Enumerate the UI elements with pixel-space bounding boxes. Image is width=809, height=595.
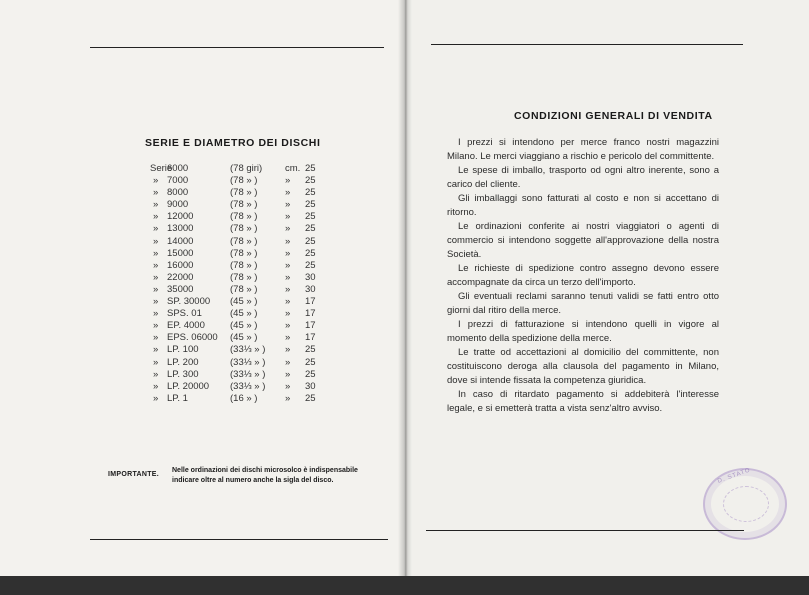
bottom-rule xyxy=(426,530,744,531)
series-code: EPS. 06000 xyxy=(167,332,218,344)
condition-paragraph: I prezzi si intendono per merce franco nostri magazzini Milano. Le merci viaggiano a rischio e pericolo del committente. xyxy=(447,137,719,162)
size-unit: » xyxy=(285,223,291,235)
diameter-cm: 25 xyxy=(305,211,316,223)
series-code: 16000 xyxy=(167,259,194,271)
scan-background xyxy=(0,576,809,595)
series-prefix: » xyxy=(153,187,159,199)
speed-rpm: (33⅓ » ) xyxy=(230,344,266,356)
series-prefix: » xyxy=(153,308,159,320)
speed-rpm: (45 » ) xyxy=(230,320,258,332)
size-unit: » xyxy=(285,247,291,259)
series-code: 35000 xyxy=(167,283,194,295)
series-code: 8000 xyxy=(167,187,189,199)
condition-paragraph: Le spese di imballo, trasporto od ogni altro inerente, sono a carico del cliente. xyxy=(447,165,719,190)
size-unit: » xyxy=(285,368,291,380)
series-code: 22000 xyxy=(167,271,194,283)
condition-paragraph: I prezzi di fatturazione si intendono quelli in vigore al momento della spedizione della merce. xyxy=(447,319,719,344)
speed-rpm: (78 » ) xyxy=(230,175,258,187)
size-unit: » xyxy=(285,296,291,308)
diameter-cm: 25 xyxy=(305,392,316,404)
speed-rpm: (78 » ) xyxy=(230,235,258,247)
series-prefix: Serie xyxy=(150,163,173,174)
diameter-cm: 17 xyxy=(305,296,316,308)
size-unit: » xyxy=(285,392,291,404)
condition-paragraph: Gli imballaggi sono fatturati al costo e non si accettano di ritorno. xyxy=(447,193,719,218)
series-prefix: » xyxy=(153,199,159,211)
series-prefix: » xyxy=(153,332,159,344)
series-code: SPS. 01 xyxy=(167,308,202,320)
speed-rpm: (45 » ) xyxy=(230,296,258,308)
diameter-cm: 25 xyxy=(305,175,316,187)
speed-rpm: (78 giri) xyxy=(230,163,263,174)
page-gutter xyxy=(398,0,412,595)
series-code: LP. 300 xyxy=(167,368,199,380)
speed-rpm: (45 » ) xyxy=(230,308,258,320)
series-prefix: » xyxy=(153,271,159,283)
size-unit: » xyxy=(285,187,291,199)
series-prefix: » xyxy=(153,223,159,235)
series-prefix: » xyxy=(153,296,159,308)
diameter-cm: 25 xyxy=(305,223,316,235)
series-prefix: » xyxy=(153,356,159,368)
top-rule xyxy=(431,44,743,45)
condition-paragraph: Le tratte od accettazioni al domicilio del committente, non costituiscono deroga alla clausola del pagamento in Milano, dove si intende fissata la competenza giuridica. xyxy=(447,347,719,386)
series-code: LP. 200 xyxy=(167,356,199,368)
speed-rpm: (78 » ) xyxy=(230,271,258,283)
diameter-cm: 25 xyxy=(305,259,316,271)
size-unit: » xyxy=(285,380,291,392)
diameter-cm: 30 xyxy=(305,380,316,392)
series-code: LP. 20000 xyxy=(167,380,210,392)
diameter-cm: 25 xyxy=(305,247,316,259)
diameter-cm: 25 xyxy=(305,356,316,368)
series-prefix: » xyxy=(153,283,159,295)
size-unit: » xyxy=(285,211,291,223)
top-rule xyxy=(90,47,384,48)
condition-paragraph: Gli eventuali reclami saranno tenuti validi se fatti entro otto giorni dal ritiro della merce. xyxy=(447,291,719,316)
series-code: 9000 xyxy=(167,199,189,211)
page-title: SERIE E DIAMETRO DEI DISCHI xyxy=(145,137,321,149)
notice-text: Nelle ordinazioni dei dischi microsolco è indispensabile indicare oltre al numero anche la sigla del disco. xyxy=(172,467,358,484)
series-prefix: » xyxy=(153,344,159,356)
diameter-cm: 25 xyxy=(305,344,316,356)
sales-conditions-text xyxy=(447,136,719,416)
speed-rpm: (78 » ) xyxy=(230,187,258,199)
series-prefix: » xyxy=(153,368,159,380)
diameter-cm: 30 xyxy=(305,271,316,283)
condition-paragraph: In caso di ritardato pagamento si addebiterà l'interesse legale, e si emetterà tratta a vista senz'altro avviso. xyxy=(447,389,719,414)
series-prefix: » xyxy=(153,392,159,404)
condition-paragraph: Le ordinazioni conferite ai nostri viaggiatori o agenti di commercio si intendono soggette all'approvazione della nostra Società. xyxy=(447,221,719,260)
size-unit: » xyxy=(285,356,291,368)
speed-rpm: (45 » ) xyxy=(230,332,258,344)
speed-rpm: (78 » ) xyxy=(230,283,258,295)
size-unit: cm. xyxy=(285,163,301,174)
speed-rpm: (33⅓ » ) xyxy=(230,368,266,380)
diameter-cm: 25 xyxy=(305,235,316,247)
stamp-inner-ring xyxy=(723,486,769,522)
diameter-cm: 17 xyxy=(305,332,316,344)
series-code: LP. 100 xyxy=(167,344,199,356)
diameter-cm: 25 xyxy=(305,199,316,211)
speed-rpm: (33⅓ » ) xyxy=(230,356,266,368)
series-prefix: » xyxy=(153,235,159,247)
speed-rpm: (78 » ) xyxy=(230,223,258,235)
series-code: 14000 xyxy=(167,235,194,247)
size-unit: » xyxy=(285,332,291,344)
speed-rpm: (78 » ) xyxy=(230,211,258,223)
size-unit: » xyxy=(285,175,291,187)
size-unit: » xyxy=(285,320,291,332)
page-title: CONDIZIONI GENERALI DI VENDITA xyxy=(514,110,713,122)
speed-rpm: (78 » ) xyxy=(230,247,258,259)
diameter-cm: 25 xyxy=(305,163,316,174)
series-prefix: » xyxy=(153,247,159,259)
series-code: 7000 xyxy=(167,175,189,187)
series-prefix: » xyxy=(153,175,159,187)
size-unit: » xyxy=(285,199,291,211)
left-page xyxy=(0,0,404,595)
series-prefix: » xyxy=(153,211,159,223)
diameter-cm: 17 xyxy=(305,308,316,320)
bottom-rule xyxy=(90,539,388,540)
series-code: 6000 xyxy=(167,163,189,174)
series-code: 13000 xyxy=(167,223,194,235)
speed-rpm: (78 » ) xyxy=(230,199,258,211)
series-code: 12000 xyxy=(167,211,194,223)
diameter-cm: 25 xyxy=(305,368,316,380)
series-prefix: » xyxy=(153,320,159,332)
size-unit: » xyxy=(285,259,291,271)
diameter-cm: 30 xyxy=(305,283,316,295)
stamp-text: D. STATO xyxy=(717,467,752,485)
size-unit: » xyxy=(285,235,291,247)
speed-rpm: (33⅓ » ) xyxy=(230,380,266,392)
size-unit: » xyxy=(285,344,291,356)
condition-paragraph: Le richieste di spedizione contro assegno devono essere accompagnate da circa un terzo dell'importo. xyxy=(447,263,719,288)
diameter-cm: 25 xyxy=(305,187,316,199)
notice-label: IMPORTANTE. xyxy=(108,471,160,478)
series-code: SP. 30000 xyxy=(167,296,211,308)
series-prefix: » xyxy=(153,259,159,271)
size-unit: » xyxy=(285,271,291,283)
series-prefix: » xyxy=(153,380,159,392)
series-code: LP. 1 xyxy=(167,392,188,404)
speed-rpm: (78 » ) xyxy=(230,259,258,271)
size-unit: » xyxy=(285,283,291,295)
series-code: EP. 4000 xyxy=(167,320,205,332)
diameter-cm: 17 xyxy=(305,320,316,332)
size-unit: » xyxy=(285,308,291,320)
series-code: 15000 xyxy=(167,247,194,259)
speed-rpm: (16 » ) xyxy=(230,392,258,404)
